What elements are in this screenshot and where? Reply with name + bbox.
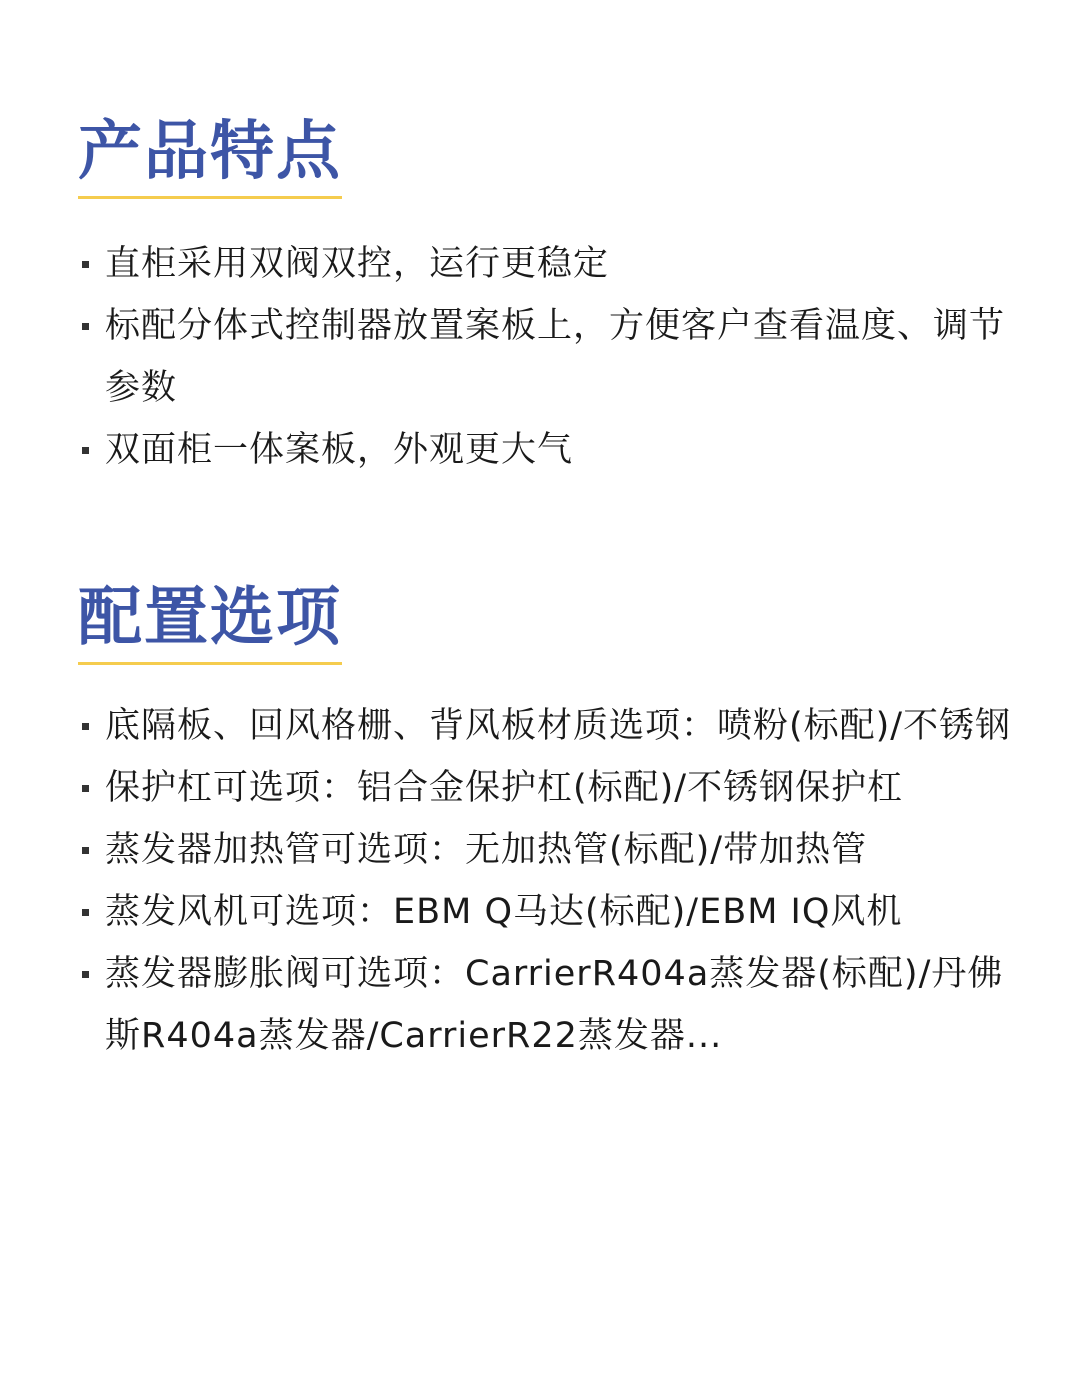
features-heading: 产品特点 — [78, 115, 342, 189]
options-item-text: 蒸发风机可选项：EBM Q马达(标配)/EBM IQ风机 — [105, 892, 903, 932]
options-item-text: 蒸发器加热管可选项：无加热管(标配)/带加热管 — [105, 830, 868, 870]
bullet-square-icon — [82, 909, 89, 916]
features-section — [78, 112, 1018, 481]
bullet-square-icon — [82, 261, 89, 268]
features-item-text: 双面柜一体案板，外观更大气 — [105, 430, 574, 470]
options-list-item — [78, 695, 1018, 757]
options-list-item — [78, 757, 1018, 819]
features-list — [78, 233, 1018, 481]
options-heading-underline — [78, 662, 342, 665]
bullet-square-icon — [82, 785, 89, 792]
features-item-text: 标配分体式控制器放置案板上，方便客户查看温度、调节参数 — [105, 306, 1006, 408]
options-list-item — [78, 819, 1018, 881]
features-heading-block — [78, 112, 342, 199]
options-item-text: 保护杠可选项：铝合金保护杠(标配)/不锈钢保护杠 — [105, 768, 904, 808]
options-item-text: 蒸发器膨胀阀可选项：CarrierR404a蒸发器(标配)/丹佛斯R404a蒸发器/CarrierR22蒸发器... — [105, 954, 1004, 1056]
bullet-square-icon — [82, 323, 89, 330]
options-heading: 配置选项 — [78, 581, 342, 655]
options-heading-block — [78, 578, 342, 665]
options-section — [78, 578, 1018, 1067]
options-list-item — [78, 881, 1018, 943]
features-list-item — [78, 233, 1018, 295]
bullet-square-icon — [82, 971, 89, 978]
options-list — [78, 695, 1018, 1067]
bullet-square-icon — [82, 447, 89, 454]
options-list-item — [78, 943, 1018, 1067]
features-item-text: 直柜采用双阀双控，运行更稳定 — [105, 244, 610, 284]
features-list-item — [78, 419, 1018, 481]
bullet-square-icon — [82, 847, 89, 854]
features-list-item — [78, 295, 1018, 419]
bullet-square-icon — [82, 723, 89, 730]
features-heading-underline — [78, 196, 342, 199]
options-item-text: 底隔板、回风格栅、背风板材质选项：喷粉(标配)/不锈钢 — [105, 706, 1012, 746]
